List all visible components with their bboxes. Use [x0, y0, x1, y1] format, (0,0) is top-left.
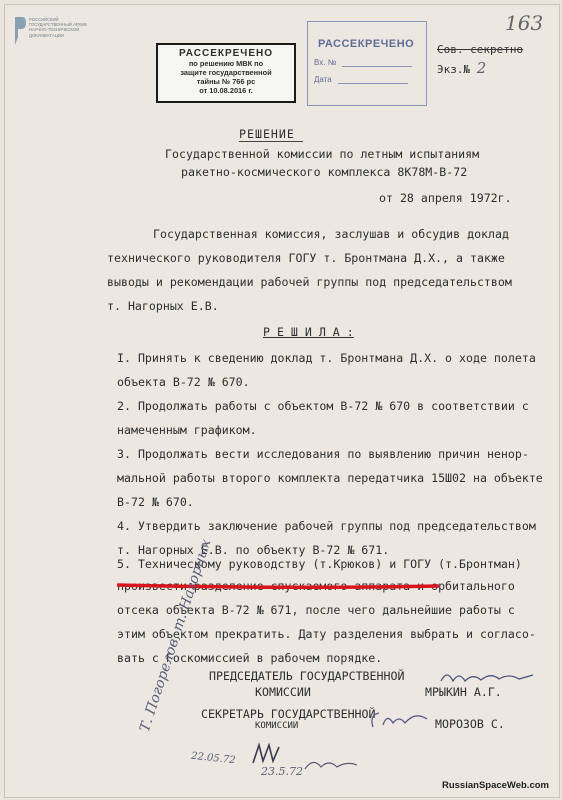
declassified-stamp-line: от 10.08.2016 г.	[199, 86, 253, 95]
item-line: 2. Продолжать работы с объектом В-72 № 670 в соответствии с	[117, 399, 529, 413]
archive-logo	[13, 15, 93, 53]
declassified-stamp-line: тайны № 766 рс	[196, 77, 256, 86]
intro-line: т. Нагорных Е.В.	[107, 299, 219, 313]
classification-mark	[437, 43, 523, 56]
item-line: объекта В-72 № 670.	[117, 375, 250, 389]
secretary-title: КОМИССИИ	[255, 721, 299, 731]
page-number: 163	[505, 11, 544, 35]
chairman-name: МРЫКИН А.Г.	[425, 685, 502, 699]
item-line: I. Принять к сведению доклад т. Бронтмана Д.Х. о ходе полета	[117, 351, 536, 365]
document-page	[4, 4, 560, 798]
site-watermark: RussianSpaceWeb.com	[441, 780, 549, 791]
declassified-stamp-line: защите государственной	[180, 68, 272, 77]
handwritten-date: 23.5.72	[261, 765, 303, 778]
item-line: 4. Утвердить заключение рабочей группы под председательством	[117, 519, 536, 533]
item-line: этим объектом прекратить. Дату разделения выбрать и согласо-	[117, 627, 536, 641]
title-underline	[239, 141, 303, 142]
item-line: 3. Продолжать вести исследования по выявлению причин ненор-	[117, 447, 529, 461]
document-title: РЕШЕНИЕ	[239, 127, 295, 141]
handwritten-scribble	[301, 753, 361, 775]
initials-signature	[249, 739, 289, 767]
declassified-stamp	[156, 43, 296, 103]
item-line: намеченным графиком.	[117, 423, 257, 437]
date-line	[338, 83, 408, 84]
declassified-stamp-title: РАССЕКРЕЧЕНО	[178, 48, 274, 59]
red-highlight-underline	[117, 583, 439, 589]
date-label: Дата	[314, 75, 332, 84]
copy-label: Экз.№	[437, 63, 471, 76]
incoming-number-line	[342, 66, 412, 67]
intro-line: Государственная комиссия, заслушав и обсудив доклад	[153, 227, 509, 241]
archive-logo-icon	[13, 15, 27, 47]
item-line: мальной работы второго комплекта передатчика 15Ш02 на объекте	[117, 471, 543, 485]
intro-line: выводы и рекомендации рабочей группы под председательством	[107, 275, 512, 289]
date-row	[314, 75, 426, 84]
item-line: В-72 № 670.	[117, 495, 194, 509]
declassified-stamp-blue	[307, 21, 427, 106]
chairman-signature	[437, 667, 537, 689]
item-line: вать с Госкомиссией в рабочем порядке.	[117, 651, 383, 665]
incoming-number-row	[314, 58, 426, 67]
incoming-number-label: Вх. №	[314, 58, 337, 67]
declassified-stamp-blue-title: РАССЕКРЕЧЕНО	[318, 38, 415, 50]
item-line: произвести разделение спускаемого аппарата и орбитального	[117, 579, 515, 593]
secretary-title: СЕКРЕТАРЬ ГОСУДАРСТВЕННОЙ	[201, 707, 376, 721]
copy-number	[437, 59, 486, 77]
declassified-stamp-line: по решению МВК по	[188, 59, 264, 68]
copy-number-value: 2	[476, 59, 487, 77]
document-date: от 28 апреля 1972г.	[379, 191, 512, 205]
handwritten-date: 22.05.72	[190, 750, 236, 767]
document-subtitle: ракетно-космического комплекса 8К78М-В-72	[181, 165, 468, 179]
document-subtitle: Государственной комиссии по летным испытаниям	[165, 147, 480, 161]
archive-logo-text: РОССИЙСКИЙ ГОСУДАРСТВЕННЫЙ АРХИВ НАУЧНО-ТЕХНИЧЕСКОЙ ДОКУМЕНТАЦИИ	[29, 17, 87, 38]
resolved-heading: Р Е Ш И Л А :	[263, 325, 354, 339]
item-line: отсека объекта В-72 № 671, после чего дальнейшие работы с	[117, 603, 515, 617]
secretary-signature	[365, 705, 435, 735]
margin-handwritten-note: Т. Погорелов, т. Нагорных	[137, 537, 215, 734]
secretary-name: МОРОЗОВ С.	[435, 717, 505, 731]
intro-line: технического руководителя ГОГУ т. Бронтмана Д.Х., а также	[107, 251, 505, 265]
chairman-title: ПРЕДСЕДАТЕЛЬ ГОСУДАРСТВЕННОЙ	[209, 669, 405, 683]
item-line: т. Нагорных Е.В. по объекту В-72 № 671.	[117, 543, 390, 557]
classification-text: Сов. секретно	[437, 43, 524, 56]
item-line: 5. Техническому руководству (т.Крюков) и ГОГУ (т.Бронтман)	[117, 557, 522, 571]
chairman-title: КОМИССИИ	[255, 685, 311, 699]
